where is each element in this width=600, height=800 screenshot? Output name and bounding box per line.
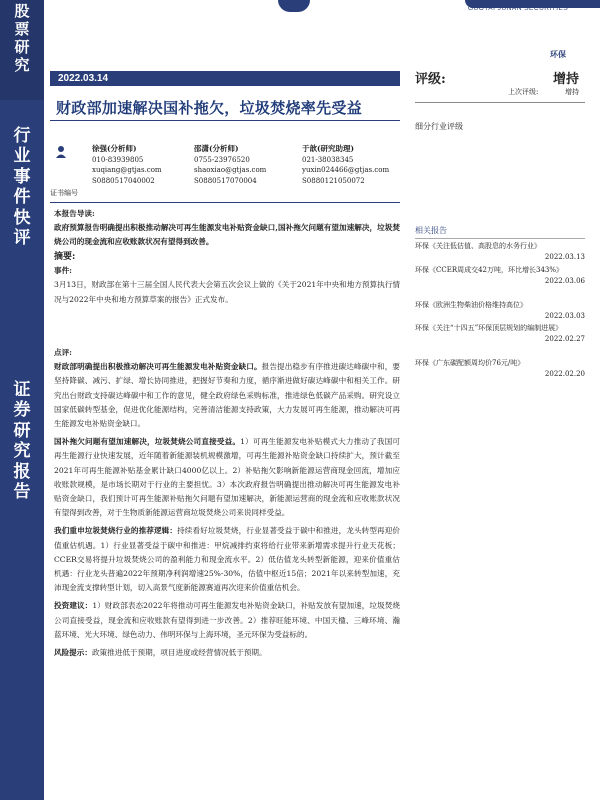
summary-section	[54, 250, 400, 307]
sidebar	[0, 0, 44, 800]
previous-rating-value: 增持	[565, 88, 579, 96]
event-text: 3月13日，财政部在第十三届全国人民代表大会第五次会议上做的《关于2021年中央和地方预算执行情况与2022年中央和地方预算草案的报告》正式发布。	[54, 280, 400, 304]
related-divider	[415, 238, 585, 239]
rating-value: 增持	[552, 72, 579, 87]
summary-heading: 摘要:	[54, 252, 76, 262]
analyst-icon	[55, 145, 67, 159]
related-report-item[interactable]: 环保《广东碳配额周均价76元/吨》 2022.02.20	[415, 359, 585, 378]
logo-emblem-icon	[278, 0, 310, 12]
event-heading: 事件:	[54, 266, 72, 276]
report-date: 2022.03.14	[50, 71, 400, 86]
industry-tag: 环保	[550, 49, 566, 59]
related-report-item[interactable]: 环保《关注“十四五”环保顶层规划的编制进展》 2022.02.27	[415, 324, 585, 343]
analyst-divider	[50, 202, 400, 203]
comment-heading: 点评:	[54, 348, 72, 357]
point-2: 国补拖欠问题有望加速解决，垃圾焚烧公司直接受益。1）可再生能源发电补贴模式大力推动了我国可再生能源行业快速发展，近年随着新能源装机规模激增，可再生能源补贴资金缺口持续扩大，预计截至2021年可再生能源补贴基金累计缺口4000亿以上。2）补贴拖欠影响新能源运营商现金回流，增加应收账款规模，是市场长期对于行业的主要担忧。3）本次政府报告明确提出推动解决可再生能源发电补贴资金缺口，我们预计可再生能源补贴拖欠问题有望加速解决，新能源运营商的现金流和应收账款状况有望得到改善，对于生物质新能源运营商垃圾焚烧公司来说同样受益。	[54, 437, 400, 518]
logo-text: GUOTAI JUNAN SECURITIES	[468, 5, 569, 12]
comment-section	[54, 346, 400, 660]
point-1: 财政部明确提出积极推动解决可再生能源发电补贴资金缺口。报告提出稳步有序推进碳达峰碳中和，要坚持降碳、减污、扩绿、增长协同推进，把握好节奏和力度，循序渐进做好碳达峰碳中和相关工作。研究出台财政支持碳达峰碳中和工作的意见，健全政府绿色采购标准，推进绿色低碳产品采购。研究设立国家低碳转型基金，促进优化能源结构，完善清洁能源支持政策，大力发展可再生能源，推动解决可再生能源发电补贴资金缺口。	[54, 362, 400, 429]
related-report-item[interactable]: 环保《欧洲生物柴油价格维持高位》 2022.03.03	[415, 301, 585, 320]
sidebar-securities-report: 证 券 研 究 报 告	[13, 380, 31, 502]
sidebar-stock-research: 股 票 研 究	[14, 2, 30, 74]
risk-warning: 风险提示：政策推进低于预期，项目进度或经营情况低于预期。	[54, 648, 267, 658]
sub-industry-rating: 细分行业评级	[415, 122, 463, 131]
analyst-card: 于歆(研究助理) 021-38038345 yuxin024466@gtjas.com S0880121050072	[302, 144, 390, 185]
rating-label: 评级:	[415, 72, 446, 87]
related-report-item[interactable]: 环保《关注低估值、高股息的水务行业》 2022.03.13	[415, 242, 585, 261]
company-logo	[278, 0, 600, 14]
investment-advice: 投资建议：1）财政部表态2022年将推动可再生能源发电补贴资金缺口，补贴发放有望加速，垃圾焚烧公司直接受益，现金流和应收账款有望得到进一步改善。2）推荐旺能环境、中国天楹、三峰环境、瀚蓝环境、光大环境、绿色动力、伟明环保与上海环境，圣元环保为受益标的。	[54, 601, 401, 639]
title-divider	[50, 120, 400, 121]
report-guide	[54, 207, 400, 250]
related-report-item[interactable]: 环保《CCER周成交42万吨，环比增长343%》 2022.03.06	[415, 266, 585, 285]
rating-box	[415, 68, 585, 103]
point-3: 我们重申垃圾焚烧行业的推荐逻辑：持续看好垃圾焚烧，行业显著受益于碳中和推进，龙头转型再迎价值重估机遇。1）行业显著受益于碳中和推进：甲烷减排约束将给行业带来新增需求提升行业天花板；CCER交易将提升垃圾焚烧公司的盈利能力和现金流水平。2）低估值龙头转型新能源，迎来价值重估机遇：行业龙头普遍2022年预期净利润增速25%-30%，估值中枢近15倍；2021年以来转型加速，充沛现金流支撑转型计划，切入高景气度新能源赛道再次迎来价值重估机会。	[54, 526, 401, 593]
analyst-card: 邵潇(分析师) 0755-23976520 shaoxiao@gtjas.com S0880517070004	[194, 144, 267, 185]
guide-text: 政府预算报告明确提出积极推动解决可再生能源发电补贴资金缺口,国补拖欠问题有望加速解决，垃圾焚烧公司的现金流和应收账款状况有望得到改善。	[54, 223, 400, 247]
previous-rating-label: 上次评级:	[508, 88, 539, 96]
sidebar-industry-event: 行 业 事 件 快 评	[13, 126, 31, 248]
report-title: 财政部加速解决国补拖欠，垃圾焚烧率先受益	[56, 99, 363, 117]
cert-label: 证书编号	[50, 189, 78, 197]
related-reports-title: 相关报告	[415, 226, 447, 235]
guide-heading: 本报告导读:	[54, 209, 95, 218]
analyst-card: 徐强(分析师) 010-83939805 xuqiang@gtjas.com S0880517040002	[92, 144, 162, 185]
